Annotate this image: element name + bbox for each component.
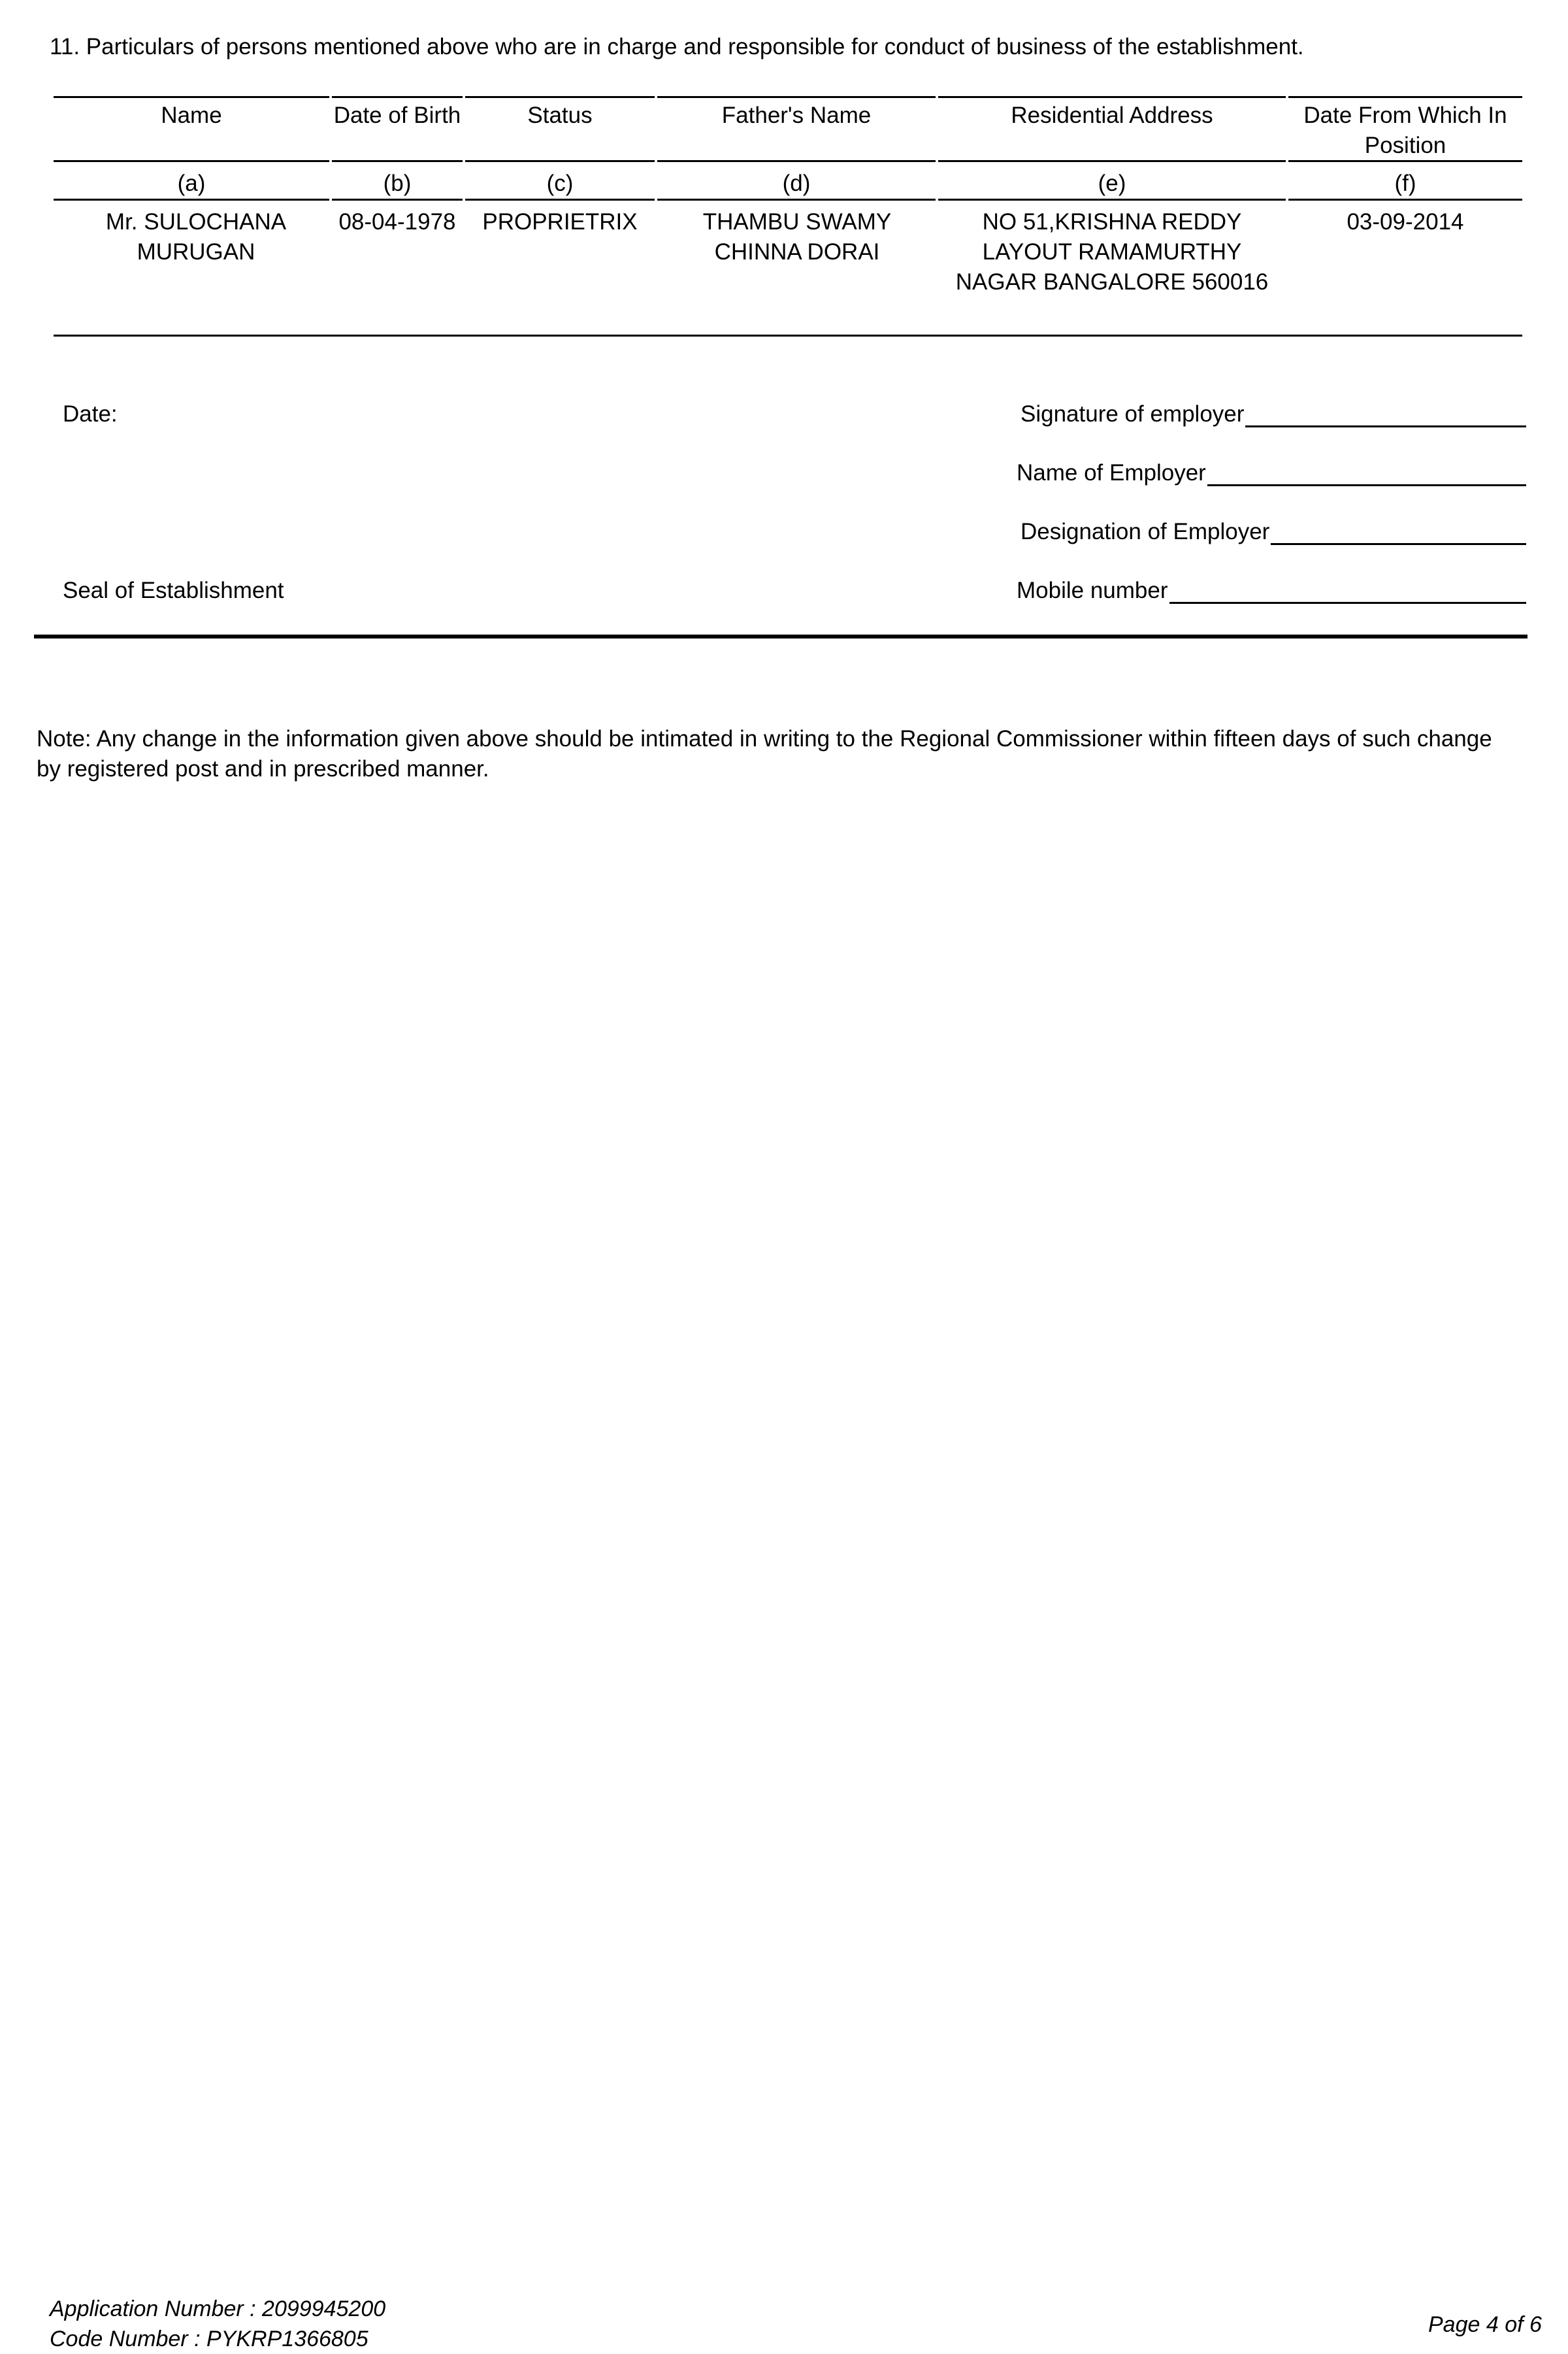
header-name: Name [161,103,222,128]
cell-name: Mr. SULOCHANA MURUGAN [105,209,287,265]
footer-identifiers [50,2294,385,2354]
header-date-of-birth: Date of Birth [333,103,461,128]
cell-residential-address: NO 51,KRISHNA REDDY LAYOUT RAMAMURTHY NAGAR BANGALORE 560016 [955,209,1269,295]
letter-c: (c) [546,171,574,196]
letter-d: (d) [782,171,811,196]
header-fathers-name: Father's Name [721,103,872,128]
name-label: Name of Employer [1017,460,1206,486]
header-status: Status [527,103,593,128]
letter-b: (b) [383,171,412,196]
application-number: Application Number : 2099945200 [50,2296,386,2321]
cell-fathers-name: THAMBU SWAMY CHINNA DORAI [702,209,892,265]
signature-label: Signature of employer [1021,401,1245,427]
mobile-label: Mobile number [1017,578,1168,603]
cell-date-of-birth: 08-04-1978 [338,209,456,235]
letter-a: (a) [177,171,206,196]
designation-of-employer-field [1021,519,1526,545]
code-number: Code Number : PYKRP1366805 [50,2327,368,2351]
signature-of-employer-field [1021,401,1526,427]
seal-label: Seal of Establishment [63,578,284,603]
letter-f: (f) [1394,171,1416,196]
cell-date-in-position: 03-09-2014 [1347,209,1464,235]
mobile-number-field [1017,578,1526,604]
note-text: Note: Any change in the information given above should be intimated in writing to the Regional Commissioner within fifteen days of such change by registered post and in prescribed manner. [37,726,1492,782]
header-residential-address: Residential Address [1011,103,1213,128]
name-of-employer-field [1017,460,1526,486]
section-divider [34,635,1527,638]
page-number: Page 4 of 6 [1428,2312,1542,2337]
date-label: Date: [63,401,118,427]
designation-label: Designation of Employer [1021,519,1270,544]
header-date-in-position: Date From Which In Position [1303,103,1507,158]
letter-e: (e) [1098,171,1126,196]
section-heading: 11. Particulars of persons mentioned above who are in charge and responsible for conduct of business of the establishment. [50,34,1304,59]
cell-status: PROPRIETRIX [482,209,638,235]
